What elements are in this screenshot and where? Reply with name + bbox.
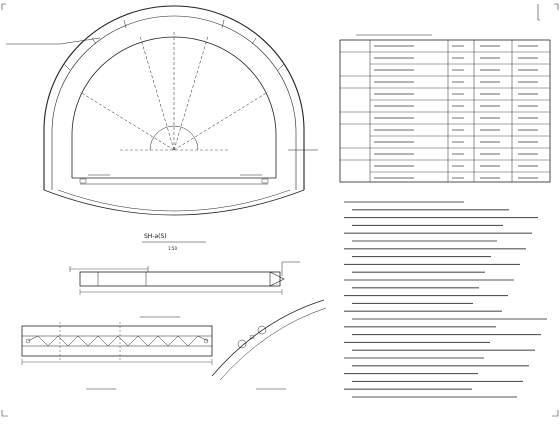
- detail-b-drawing: [212, 300, 326, 380]
- tunnel-section-title: SH-a(S): [144, 233, 167, 240]
- table-row-lines: [340, 46, 550, 178]
- tunnel-section-caption: [142, 233, 206, 251]
- detail-a-drawing: [22, 322, 212, 365]
- materials-table: [340, 40, 550, 182]
- tunnel-cross-section: [6, 6, 318, 215]
- notes-text-lines: [344, 202, 547, 397]
- plan-detail: [70, 262, 300, 295]
- tunnel-section-scale: 1:50: [168, 246, 177, 251]
- notes-block: [344, 202, 547, 397]
